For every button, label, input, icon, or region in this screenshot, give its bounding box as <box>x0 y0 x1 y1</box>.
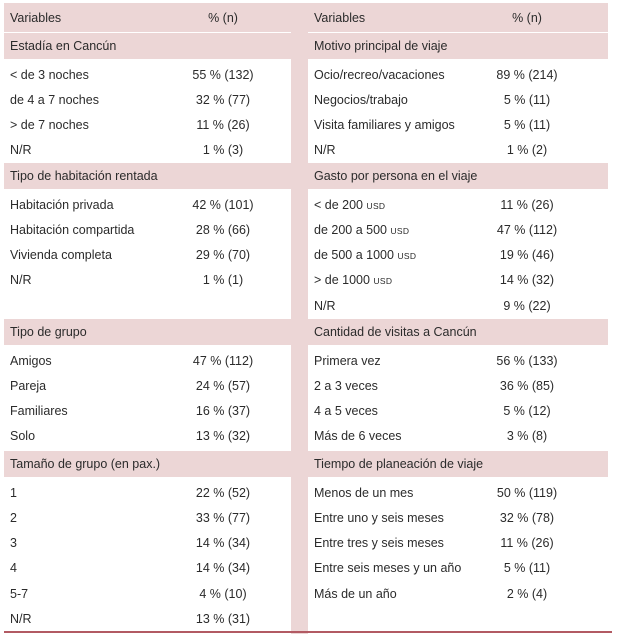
row-value: 47 % (112) <box>192 353 254 368</box>
table-row <box>4 243 304 268</box>
row-label-text: Pareja <box>10 378 47 393</box>
table-row <box>308 348 608 373</box>
section-header <box>308 319 608 345</box>
row-label <box>10 404 68 418</box>
section-title: Tiempo de planeación de viaje <box>314 457 484 471</box>
section-title: Tamaño de grupo (en pax.) <box>10 457 161 471</box>
section-header <box>4 163 304 189</box>
row-label-text: Habitación compartida <box>10 222 135 237</box>
section-header <box>308 163 608 189</box>
table-row <box>4 607 304 632</box>
section-title: Tipo de grupo <box>10 325 87 339</box>
row-label <box>314 404 378 418</box>
row-value: 5 % (12) <box>503 404 551 419</box>
row-label <box>314 354 381 368</box>
row-value: 11 % (26) <box>500 536 554 551</box>
section-title: Estadía en Cancún <box>10 39 117 53</box>
table-row <box>4 480 304 505</box>
row-value: 4 % (10) <box>199 586 247 601</box>
row-label-text: N/R <box>10 143 32 158</box>
row-label-text: Familiares <box>10 404 68 419</box>
table-row <box>308 424 608 449</box>
row-value: 19 % (46) <box>499 248 555 263</box>
row-label-text: 5-7 <box>10 586 29 601</box>
row-label-text: 4 a 5 veces <box>314 404 378 419</box>
section-header <box>4 451 304 477</box>
row-value: 5 % (11) <box>503 561 551 576</box>
row-label <box>10 429 35 443</box>
row-label <box>10 354 52 368</box>
row-label-text: N/R <box>10 612 32 626</box>
row-value: 24 % (57) <box>195 378 251 393</box>
row-label-text: de 500 a 1000 <box>314 248 394 263</box>
row-value: 36 % (85) <box>499 378 555 393</box>
row-value: 42 % (101) <box>192 197 254 212</box>
row-label-text: Entre seis meses y un año <box>314 561 462 576</box>
row-value: 1 % (3) <box>202 143 244 158</box>
row-value: 9 % (22) <box>503 298 551 313</box>
row-label <box>10 143 32 157</box>
table-row <box>4 556 304 581</box>
row-label <box>314 429 402 443</box>
row-label <box>10 379 46 393</box>
row-label-text: Primera vez <box>314 353 381 368</box>
row-value: 11 % (26) <box>500 197 554 212</box>
row-label <box>314 118 455 132</box>
row-label-text: Habitación privada <box>10 197 114 212</box>
row-label <box>10 612 32 626</box>
section-header <box>308 33 608 59</box>
table-row <box>308 113 608 138</box>
table-row <box>308 293 608 318</box>
row-label <box>10 561 17 575</box>
row-value: 32 % (78) <box>499 510 555 525</box>
row-label-text: Entre uno y seis meses <box>314 510 444 525</box>
table-row <box>308 556 608 581</box>
row-value: 1 % (2) <box>506 143 548 158</box>
row-label <box>10 68 89 82</box>
row-label <box>10 536 17 550</box>
row-value: 2 % (4) <box>506 586 548 601</box>
row-label <box>314 198 385 212</box>
table-row <box>308 505 608 530</box>
left-column <box>4 3 304 634</box>
row-value: 14 % (34) <box>195 536 251 551</box>
row-label <box>314 93 408 107</box>
row-value: 3 % (8) <box>506 429 548 444</box>
row-label <box>10 198 114 212</box>
table-row <box>308 138 608 163</box>
header-variables: Variables <box>10 10 62 25</box>
header-row-left <box>4 3 304 32</box>
row-label <box>10 118 89 132</box>
currency-unit: USD <box>366 200 386 211</box>
row-label <box>10 273 32 287</box>
row-label-text: 1 <box>10 485 17 500</box>
row-value: 28 % (66) <box>195 222 251 237</box>
header-percent: % (n) <box>512 10 542 25</box>
section-title: Motivo principal de viaje <box>314 39 448 53</box>
row-value: 14 % (32) <box>499 273 555 288</box>
currency-unit: USD <box>397 251 417 262</box>
row-label <box>10 486 17 500</box>
table-row <box>308 87 608 112</box>
row-label-text: N/R <box>314 143 336 158</box>
row-label <box>10 511 17 525</box>
row-label <box>10 93 99 107</box>
row-label <box>314 561 461 575</box>
row-label <box>314 486 413 500</box>
row-label-text: N/R <box>10 273 32 288</box>
row-value: 1 % (1) <box>202 273 244 288</box>
section-title: Gasto por persona en el viaje <box>314 169 478 183</box>
bottom-rule <box>4 631 612 633</box>
table-row <box>4 531 304 556</box>
table-row <box>308 531 608 556</box>
section-header <box>308 451 608 477</box>
row-label-text: N/R <box>314 298 336 313</box>
row-label-text: 2 a 3 veces <box>314 378 378 393</box>
table-row <box>4 113 304 138</box>
row-label <box>314 248 416 262</box>
row-label-text: 3 <box>10 536 17 551</box>
table-row <box>308 480 608 505</box>
table-row <box>4 192 304 217</box>
row-value: 5 % (11) <box>503 118 551 133</box>
row-label-text: Entre tres y seis meses <box>314 536 444 551</box>
table-row <box>308 373 608 398</box>
table-row <box>308 62 608 87</box>
row-label-text: Amigos <box>10 353 52 368</box>
row-value: 11 % (26) <box>196 118 250 133</box>
row-label-text: > de 1000 <box>314 273 370 288</box>
row-label-text: Vivienda completa <box>10 248 112 263</box>
currency-unit: USD <box>390 225 410 236</box>
table-row <box>4 62 304 87</box>
survey-table <box>4 3 612 634</box>
row-label-text: > de 7 noches <box>10 118 89 133</box>
table-row <box>4 424 304 449</box>
row-label <box>314 511 444 525</box>
row-label-text: 2 <box>10 510 17 525</box>
row-value: 13 % (32) <box>195 429 251 444</box>
table-row <box>4 581 304 606</box>
table-row <box>4 348 304 373</box>
row-label <box>314 223 409 237</box>
row-label <box>10 248 112 262</box>
row-label-text: < de 200 <box>314 197 364 212</box>
row-value: 33 % (77) <box>195 510 251 525</box>
row-label-text: de 4 a 7 noches <box>10 92 99 107</box>
row-value: 5 % (11) <box>503 92 551 107</box>
row-value: 50 % (119) <box>496 485 558 500</box>
row-value: 13 % (31) <box>195 612 251 626</box>
table-row <box>4 268 304 293</box>
row-label-text: Más de un año <box>314 586 397 601</box>
table-row <box>308 399 608 424</box>
row-value: 29 % (70) <box>195 248 251 263</box>
row-label <box>314 299 336 313</box>
table-row <box>308 581 608 606</box>
table-row <box>4 217 304 242</box>
row-value: 89 % (214) <box>496 67 558 82</box>
row-value: 16 % (37) <box>195 404 251 419</box>
header-variables: Variables <box>314 10 366 25</box>
row-label-text: Ocio/recreo/vacaciones <box>314 67 445 82</box>
table-row <box>4 505 304 530</box>
section-title: Cantidad de visitas a Cancún <box>314 325 477 339</box>
table-row <box>4 87 304 112</box>
table-row <box>4 373 304 398</box>
section-title: Tipo de habitación rentada <box>10 169 158 183</box>
section-header <box>4 33 304 59</box>
row-label <box>314 68 445 82</box>
header-row-right <box>308 3 608 32</box>
row-label-text: Menos de un mes <box>314 485 414 500</box>
table-row <box>308 243 608 268</box>
row-label-text: Negocios/trabajo <box>314 92 408 107</box>
row-label-text: de 200 a 500 <box>314 222 387 237</box>
row-label <box>314 273 392 287</box>
row-label <box>314 587 397 601</box>
table-row <box>4 138 304 163</box>
row-value: 47 % (112) <box>496 222 558 237</box>
table-row <box>308 217 608 242</box>
header-percent: % (n) <box>208 10 238 25</box>
row-value: 55 % (132) <box>192 67 254 82</box>
row-value: 14 % (34) <box>195 561 251 576</box>
right-column <box>308 3 608 634</box>
table-row <box>308 192 608 217</box>
table-row <box>4 399 304 424</box>
row-label-text: Solo <box>10 429 36 444</box>
row-value: 22 % (52) <box>195 485 251 500</box>
row-label <box>314 379 378 393</box>
row-label-text: 4 <box>10 561 17 576</box>
currency-unit: USD <box>373 276 393 287</box>
row-label-text: < de 3 noches <box>10 67 89 82</box>
row-label <box>10 587 28 601</box>
section-header <box>4 319 304 345</box>
row-value: 56 % (133) <box>496 353 558 368</box>
table-row <box>308 268 608 293</box>
row-label-text: Más de 6 veces <box>314 429 402 444</box>
row-label-text: Visita familiares y amigos <box>314 118 455 133</box>
row-label <box>314 536 444 550</box>
row-label <box>10 223 134 237</box>
row-label <box>314 143 336 157</box>
row-value: 32 % (77) <box>195 92 251 107</box>
